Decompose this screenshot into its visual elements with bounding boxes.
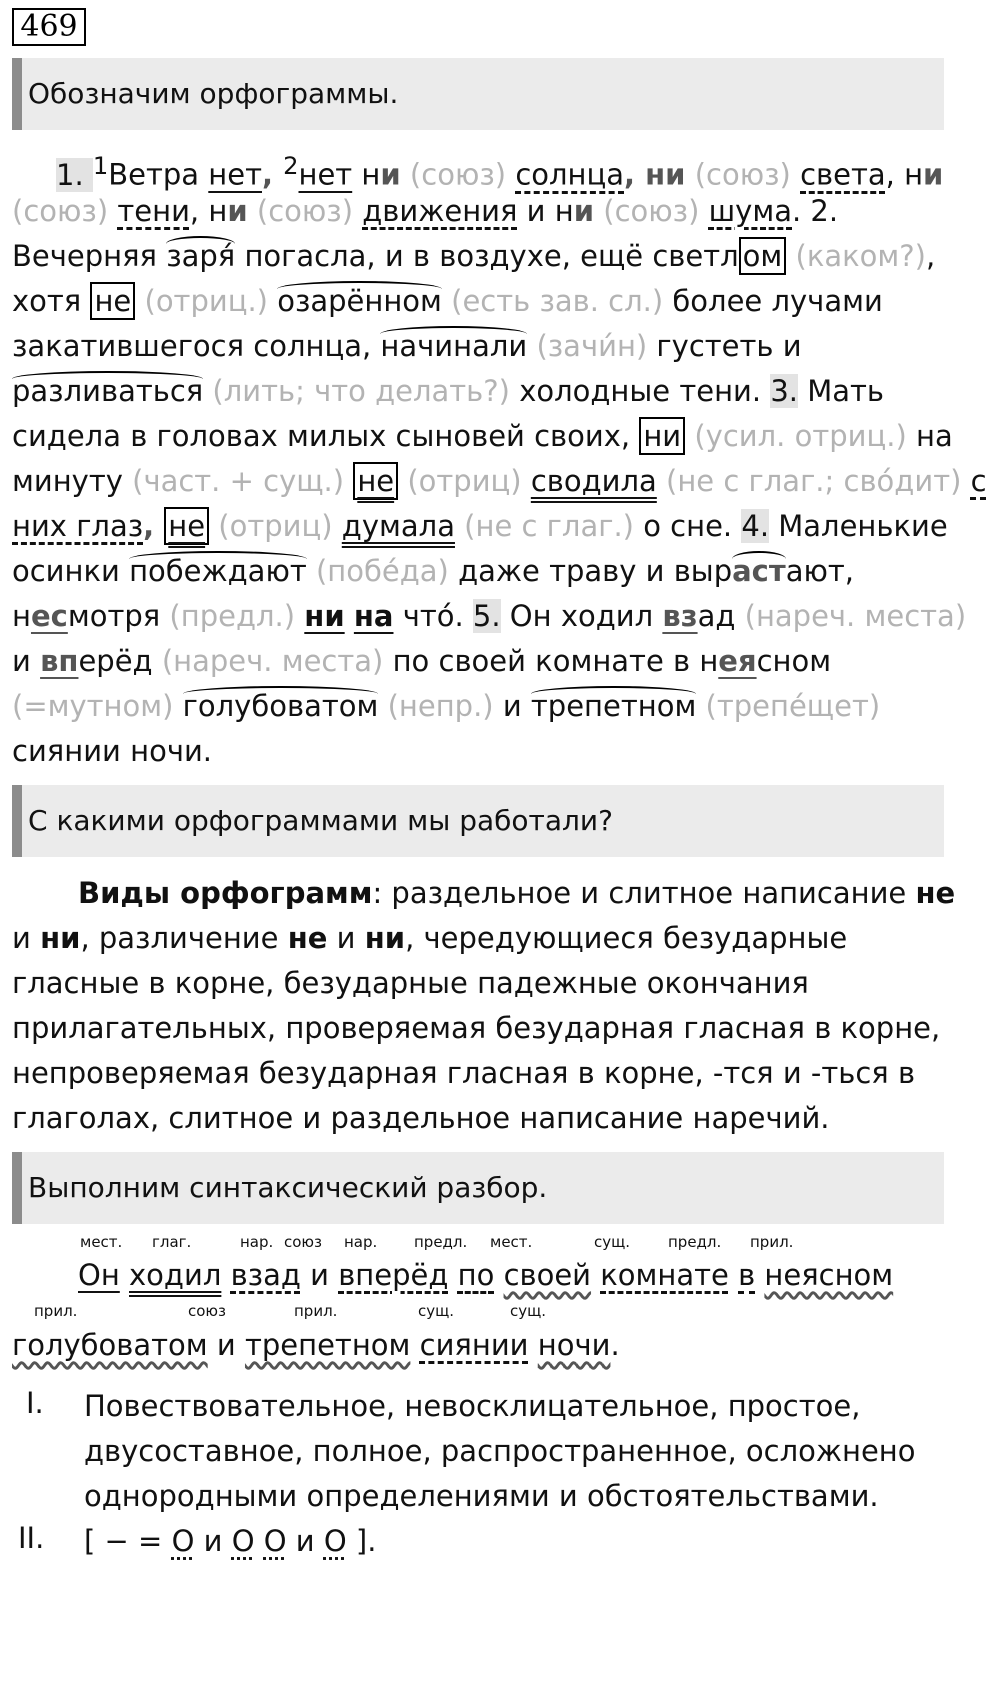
bold-term: не	[915, 876, 956, 910]
predicate: думала	[341, 509, 455, 543]
note: (предл.)	[160, 599, 305, 633]
note: (не с глаг.; сво́дит)	[656, 464, 971, 498]
note: (союз)	[247, 194, 363, 228]
text: и н	[517, 194, 574, 228]
scheme-part: О	[263, 1524, 287, 1558]
scheme-part: О	[231, 1524, 255, 1558]
analysis-line-2: двусоставное, полное, распространенное, осложнено	[84, 1434, 916, 1468]
adverbial: комнате	[600, 1258, 729, 1292]
text: хотя	[12, 284, 91, 318]
conjunction: и	[310, 1258, 329, 1292]
text: ают,	[785, 554, 854, 588]
comma: ,	[143, 509, 165, 543]
text: густеть и	[647, 329, 802, 363]
text2-line-1	[78, 873, 955, 913]
prefix-orthogram: вп	[40, 644, 79, 678]
pos-label: предл.	[414, 1233, 468, 1251]
scheme-part: О	[171, 1524, 195, 1558]
text2-line-3: гласные в корне, безударные падежные окончания	[12, 966, 809, 1000]
text: Маленькие	[769, 509, 948, 543]
note: (=мутном)	[12, 689, 183, 723]
text: сидела в головах милых сыновей своих,	[12, 419, 640, 453]
preposition: по	[457, 1258, 495, 1292]
text1-line-5	[12, 326, 802, 366]
text: н	[12, 599, 31, 633]
note: (непр.)	[378, 689, 494, 723]
root-word: трепетном	[531, 686, 696, 726]
predicate: ходил	[129, 1258, 222, 1292]
scheme-part: О	[323, 1524, 347, 1558]
attribute: трепетном	[244, 1328, 411, 1362]
note: (отриц)	[398, 464, 531, 498]
pos-label: мест.	[490, 1233, 533, 1251]
root-word: озарённом	[277, 281, 442, 321]
bold-term: не	[287, 921, 328, 955]
text: и	[327, 921, 365, 955]
prefix-orthogram: ес	[30, 599, 68, 633]
text: на	[906, 419, 953, 453]
scheme-part: и	[286, 1524, 324, 1558]
particle-box: ни	[639, 417, 685, 455]
note: (союз)	[685, 157, 801, 192]
object: солнца	[515, 157, 625, 192]
text1-line-4	[12, 281, 883, 321]
text1-line-12	[12, 641, 831, 681]
predicate: сводила	[530, 464, 657, 498]
preposition: в	[738, 1258, 756, 1292]
text1-line-2	[12, 191, 838, 231]
text: и	[12, 644, 41, 678]
exercise-number: 469	[12, 8, 86, 46]
text	[345, 599, 354, 633]
pos-label: прил.	[294, 1302, 338, 1320]
note: (побе́да)	[306, 554, 449, 588]
section-heading-1-text: Обозначим орфограммы.	[28, 77, 399, 110]
text: более лучами	[663, 284, 883, 318]
text: , н	[624, 157, 666, 192]
section-heading-3-text: Выполним синтаксический разбор.	[28, 1171, 548, 1204]
object: движения	[362, 194, 518, 228]
root-orthogram: аст	[732, 551, 786, 591]
predicate: нет	[298, 157, 353, 192]
attribute: своей	[503, 1258, 592, 1292]
note: (отриц)	[209, 509, 342, 543]
analysis-line-3: однородными определениями и обстоятельствами.	[84, 1479, 879, 1513]
text: погасла, и в воздухе, ещё светл	[235, 239, 739, 273]
text2-line-5: непроверяемая безударная гласная в корне, -тся и -ться в	[12, 1056, 916, 1090]
object: тени	[117, 194, 190, 228]
sentence-scheme	[84, 1517, 376, 1565]
scheme-part: и	[194, 1524, 232, 1558]
text: холодные тени.	[509, 374, 771, 408]
particle-box: не	[353, 462, 398, 500]
section-heading-1	[12, 58, 944, 130]
roman-numeral-ii: II.	[18, 1521, 45, 1555]
text: даже траву и выр	[448, 554, 733, 588]
root-word: голубоватом	[183, 686, 379, 726]
preposition: на	[353, 599, 394, 633]
attribute: голубоватом	[12, 1328, 208, 1362]
text2-line-6: глаголах, слитное и раздельное написание наречий.	[12, 1101, 830, 1135]
bold-term: ни	[364, 921, 406, 955]
adverbial: взад	[230, 1258, 301, 1292]
parse-line-1	[78, 1255, 893, 1295]
pos-label: сущ.	[418, 1302, 455, 1320]
prefix-orthogram: ея	[718, 644, 757, 678]
object: шума	[708, 194, 792, 228]
note: (отриц.)	[135, 284, 278, 318]
adverbial: сиянии	[419, 1328, 529, 1362]
roman-numeral-i: I.	[26, 1386, 44, 1420]
text1-line-3	[12, 236, 935, 276]
root-word: заря́	[166, 236, 235, 276]
root-word: побеждают	[129, 551, 307, 591]
text: : раздельное и слитное написание	[372, 876, 916, 910]
orthogram: и	[665, 157, 686, 192]
section-heading-2-text: С какими орфограммами мы работали?	[28, 804, 613, 837]
note: (лить; что делать?)	[203, 374, 510, 408]
text: , н	[885, 157, 924, 192]
note: (союз)	[400, 157, 516, 192]
particle: ни	[304, 599, 345, 633]
orthogram: и	[923, 157, 944, 192]
pos-label: сущ.	[594, 1233, 631, 1251]
object: света	[800, 157, 886, 192]
text: Мать	[798, 374, 885, 408]
text2-line-2	[12, 918, 847, 958]
period: .	[610, 1328, 620, 1362]
object: них глаз	[12, 509, 144, 543]
text: сном	[756, 644, 832, 678]
pos-label: сущ.	[510, 1302, 547, 1320]
pos-label: нар.	[344, 1233, 378, 1251]
text: сиянии ночи.	[12, 734, 213, 768]
text1-line-13	[12, 686, 880, 726]
note: (част. + сущ.)	[122, 464, 354, 498]
sentence-number: 4.	[741, 509, 770, 543]
note: (усил. отриц.)	[685, 419, 907, 453]
text: ад	[697, 599, 736, 633]
subject: Он	[78, 1258, 120, 1292]
text: минуту	[12, 464, 123, 498]
text1-line-8	[12, 461, 987, 501]
pos-label: союз	[188, 1302, 227, 1320]
text: Он ходил	[500, 599, 663, 633]
analysis-line-1: Повествовательное, невосклицательное, простое,	[84, 1389, 861, 1423]
note: (нареч. места)	[735, 599, 967, 633]
pos-label: прил.	[750, 1233, 794, 1251]
bold-term: Виды орфограмм	[78, 876, 373, 910]
note: (союз)	[594, 194, 709, 228]
section-heading-2	[12, 785, 944, 857]
text1-line-10	[12, 551, 854, 591]
note: (союз)	[12, 194, 118, 228]
note: (есть зав. сл.)	[441, 284, 664, 318]
text: мотря	[67, 599, 161, 633]
sentence-number: 5.	[472, 599, 501, 633]
attribute: ночи	[537, 1328, 611, 1362]
note: (каком?)	[786, 239, 926, 273]
text: , чередующиеся безударные	[405, 921, 848, 955]
section-heading-3	[12, 1152, 944, 1224]
object: с	[970, 464, 987, 498]
adverbial: вперёд	[338, 1258, 449, 1292]
note: (не с глаг.)	[454, 509, 634, 543]
text1-line-1	[56, 146, 943, 195]
pos-label: союз	[284, 1233, 323, 1251]
scheme-part: ].	[346, 1524, 377, 1558]
superscript: 2	[283, 152, 299, 180]
text1-line-9	[12, 506, 948, 546]
prefix-orthogram: вз	[662, 599, 698, 633]
ending-box: ом	[739, 237, 787, 275]
particle-box: не	[90, 282, 135, 320]
text: Вечерняя	[12, 239, 167, 273]
text1-line-11	[12, 596, 966, 636]
text: о сне.	[634, 509, 742, 543]
note: (нареч. места)	[152, 644, 384, 678]
text1-line-6	[12, 371, 884, 411]
predicate: нет	[208, 157, 262, 192]
text: что́.	[393, 599, 473, 633]
superscript: 1	[92, 152, 109, 180]
orthogram: и	[380, 157, 401, 192]
pos-label: нар.	[240, 1233, 274, 1251]
text: и	[493, 689, 531, 723]
pos-label: предл.	[668, 1233, 722, 1251]
pos-label: глаг.	[152, 1233, 192, 1251]
parse-line-2	[12, 1325, 620, 1365]
scheme-part	[255, 1524, 264, 1558]
attribute: неясном	[764, 1258, 894, 1292]
comma: ,	[262, 157, 284, 192]
text: ерёд	[78, 644, 153, 678]
text: н	[352, 157, 381, 192]
text2-line-4: прилагательных, проверяемая безударная гласная в корне,	[12, 1011, 941, 1045]
text: ,	[925, 239, 936, 273]
root-word: начинали	[380, 326, 527, 366]
note: (трепе́щет)	[696, 689, 881, 723]
sentence-number: 1.	[56, 157, 93, 192]
scheme-part: [ − =	[84, 1524, 172, 1558]
note: (зачи́н)	[527, 329, 648, 363]
conjunction: и	[216, 1328, 236, 1362]
text: по своей комнате в н	[383, 644, 719, 678]
orthogram: и	[573, 194, 595, 228]
text: , н	[189, 194, 228, 228]
bold-term: ни	[40, 921, 81, 955]
pos-label: прил.	[34, 1302, 78, 1320]
text: Ветра	[108, 157, 209, 192]
text: и	[12, 921, 41, 955]
pos-label: мест.	[80, 1233, 123, 1251]
text: осинки	[12, 554, 130, 588]
text1-line-7	[12, 416, 953, 456]
sentence-number: 3.	[770, 374, 799, 408]
orthogram: и	[227, 194, 248, 228]
particle-box: не	[164, 507, 209, 545]
text: закатившегося солнца,	[12, 329, 381, 363]
sentence-number: . 2.	[792, 194, 839, 228]
text1-line-14	[12, 731, 212, 771]
text: , различение	[80, 921, 288, 955]
root-word: разливаться	[12, 371, 203, 411]
